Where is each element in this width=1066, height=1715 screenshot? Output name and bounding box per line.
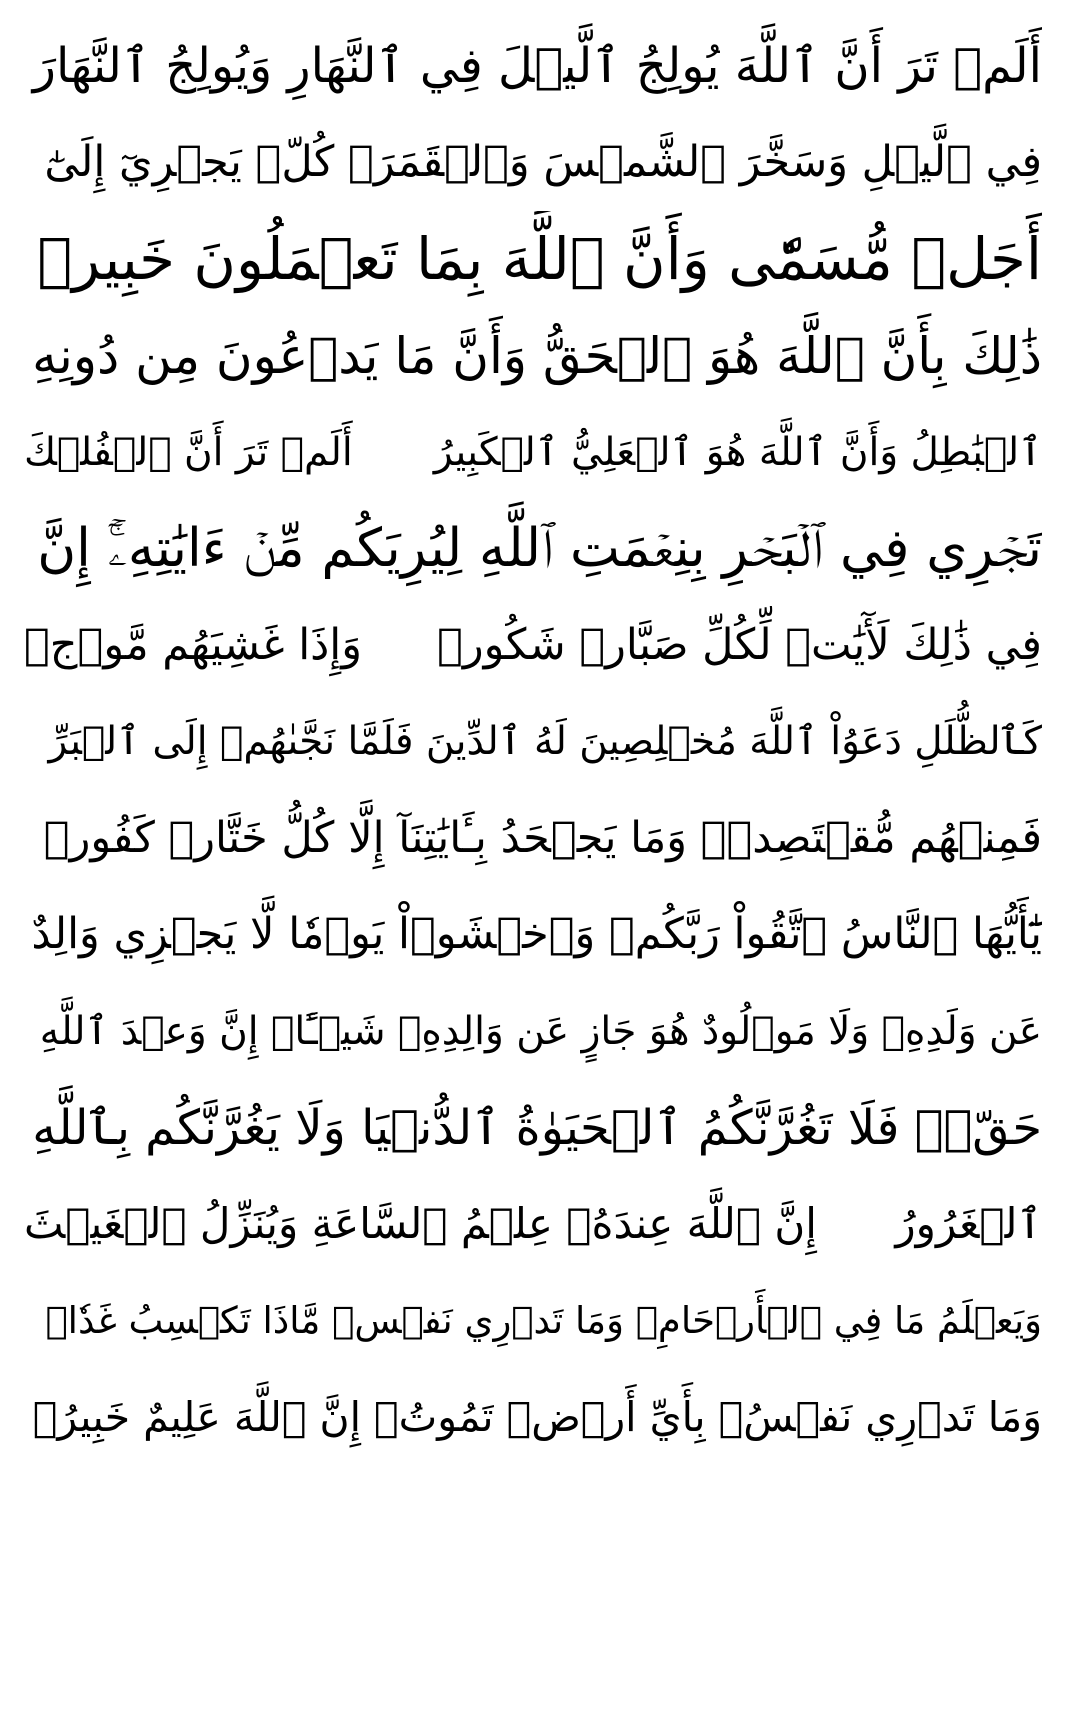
line-text-second: أَلَمۡ تَرَ أَنَّ ٱلۡفُلۡكَ — [24, 429, 353, 475]
line-text: تَجۡرِي فِي ٱلۡبَحۡرِ بِنِعۡمَتِ ٱللَّهِ لِيُرِيَكُم مِّنۡ ءَايَٰتِهِۦٓۚ إِنَّ — [37, 518, 1042, 580]
line-text: وَيَعۡلَمُ مَا فِي ٱلۡأَرۡحَامِۖ وَمَا تَدۡرِي نَفۡسٞ مَّاذَا تَكۡسِبُ غَدٗاۖ — [45, 1299, 1042, 1343]
line-text-first: ٱلۡبَٰطِلُ وَأَنَّ ٱللَّهَ هُوَ ٱلۡعَلِيُّ ٱلۡكَبِيرُ — [433, 429, 1042, 475]
text-line-9 — [24, 790, 1042, 887]
line-text: أَلَمۡ تَرَ أَنَّ ٱللَّهَ يُولِجُ ٱلَّيۡلَ فِي ٱلنَّهَارِ وَيُولِجُ ٱلنَّهَارَ — [32, 38, 1042, 95]
text-line-8 — [24, 694, 1042, 791]
line-text: فَمِنۡهُم مُّقۡتَصِدٞۚ وَمَا يَجۡحَدُ بِـَٔايَٰتِنَآ إِلَّا كُلُّ خَتَّارٖ كَفُورٖ — [43, 812, 1042, 863]
text-line-11 — [24, 983, 1042, 1080]
line-text-second: وَإِذَا غَشِيَهُم مَّوۡجٞ — [24, 619, 363, 670]
text-line-6 — [24, 501, 1042, 598]
line-text: فِي ٱلَّيۡلِ وَسَخَّرَ ٱلشَّمۡسَ وَٱلۡقَمَرَۖ كُلّٞ يَجۡرِيٓ إِلَىٰٓ — [44, 137, 1042, 188]
line-text: كَٱلظُّلَلِ دَعَوُاْ ٱللَّهَ مُخۡلِصِينَ لَهُ ٱلدِّينَ فَلَمَّا نَجَّىٰهُمۡ إِلَى ٱلۡبَرِّ — [48, 719, 1042, 765]
text-line-3 — [24, 211, 1042, 308]
text-line-5 — [24, 404, 1042, 501]
line-text: وَمَا تَدۡرِي نَفۡسُۢ بِأَيِّ أَرۡضٖ تَمُوتُۚ إِنَّ ٱللَّهَ عَلِيمٌ خَبِيرُۢ — [32, 1392, 1042, 1441]
text-line-13 — [24, 1176, 1042, 1273]
line-text: عَن وَلَدِهِۦ وَلَا مَوۡلُودٌ هُوَ جَازٍ عَن وَالِدِهِۦ شَيۡـًٔاۚ إِنَّ وَعۡدَ ٱللَّهِ — [39, 1008, 1042, 1054]
line-text: يَٰٓأَيُّهَا ٱلنَّاسُ ٱتَّقُواْ رَبَّكُمۡ وَٱخۡشَوۡاْ يَوۡمٗا لَّا يَجۡزِي وَالِدٌ — [31, 909, 1042, 960]
text-line-10 — [24, 887, 1042, 984]
text-line-2 — [24, 115, 1042, 212]
text-line-15 — [24, 1369, 1042, 1466]
line-text: حَقّٞۖ فَلَا تَغُرَّنَّكُمُ ٱلۡحَيَوٰةُ ٱلدُّنۡيَا وَلَا يَغُرَّنَّكُم بِٱللَّهِ — [32, 1099, 1042, 1156]
text-line-12 — [24, 1080, 1042, 1177]
text-line-14 — [24, 1273, 1042, 1370]
line-text-first: ٱلۡغَرُورُ — [895, 1199, 1042, 1249]
line-text: أَجَلٖ مُّسَمّٗى وَأَنَّ ٱللَّهَ بِمَا تَعۡمَلُونَ خَبِيرٞ — [37, 225, 1042, 294]
text-line-7 — [24, 597, 1042, 694]
line-text: ذَٰلِكَ بِأَنَّ ٱللَّهَ هُوَ ٱلۡحَقُّ وَأَنَّ مَا يَدۡعُونَ مِن دُونِهِ — [32, 326, 1042, 385]
line-text-second: إِنَّ ٱللَّهَ عِندَهُۥ عِلۡمُ ٱلسَّاعَةِ وَيُنَزِّلُ ٱلۡغَيۡثَ — [24, 1199, 817, 1249]
line-text-first: فِي ذَٰلِكَ لَأٓيَٰتٖ لِّكُلِّ صَبَّارٖ شَكُورٖ — [437, 619, 1042, 670]
text-line-1 — [24, 18, 1042, 115]
text-line-4 — [24, 308, 1042, 405]
